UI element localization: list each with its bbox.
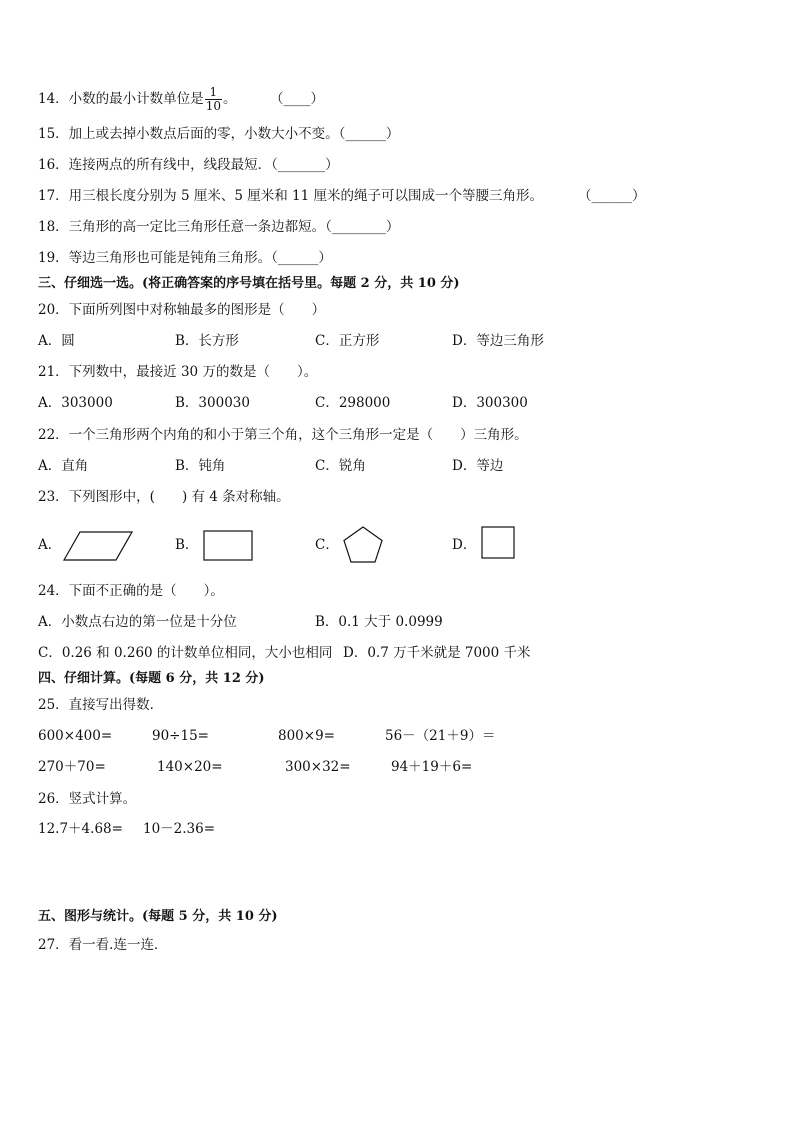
vertical-calc-item: 10－2.36= bbox=[143, 821, 216, 837]
calc-item: 56－（21＋9）＝ bbox=[385, 728, 496, 744]
question-15: 15．加上或去掉小数点后面的零，小数大小不变。（______） bbox=[38, 126, 400, 142]
question-23: 23．下列图形中，( ) 有 4 条对称轴。 bbox=[38, 489, 290, 505]
section-5-heading: 五、图形与统计。(每题 5 分，共 10 分) bbox=[38, 909, 278, 924]
calc-item: 90÷15= bbox=[152, 728, 209, 744]
calc-item: 270＋70= bbox=[38, 759, 106, 775]
fraction-denominator: 10 bbox=[205, 99, 221, 113]
question-22-option-a[interactable]: A．直角 bbox=[38, 458, 89, 474]
question-26: 26．竖式计算。 bbox=[38, 791, 137, 807]
question-22-option-c[interactable]: C．锐角 bbox=[315, 458, 366, 474]
section-4-heading: 四、仔细计算。(每题 6 分，共 12 分) bbox=[38, 671, 265, 686]
question-14-answer-bracket[interactable]: （____） bbox=[270, 91, 324, 107]
question-24: 24．下面不正确的是（ ）。 bbox=[38, 583, 224, 599]
question-22-option-b[interactable]: B．钝角 bbox=[175, 458, 226, 474]
question-21: 21．下列数中，最接近 30 万的数是（ ）。 bbox=[38, 364, 318, 380]
question-14 bbox=[38, 86, 236, 113]
question-21-option-b[interactable]: B．300030 bbox=[175, 395, 250, 411]
question-17: 17．用三根长度分别为 5 厘米、5 厘米和 11 厘米的绳子可以围成一个等腰三角形。 bbox=[38, 188, 543, 204]
question-14-period: 。 bbox=[222, 91, 237, 107]
question-20-option-b[interactable]: B．长方形 bbox=[175, 333, 239, 349]
fraction-one-tenth bbox=[205, 86, 222, 113]
question-24-option-c[interactable]: C．0.26 和 0.260 的计数单位相同，大小也相同 bbox=[38, 645, 333, 661]
question-21-option-c[interactable]: C．298000 bbox=[315, 395, 391, 411]
question-21-option-a[interactable]: A．303000 bbox=[38, 395, 113, 411]
question-22: 22．一个三角形两个内角的和小于第三个角，这个三角形一定是（ ）三角形。 bbox=[38, 427, 528, 443]
calc-item: 140×20= bbox=[157, 759, 223, 775]
question-23-option-a[interactable]: A． bbox=[38, 537, 62, 553]
question-18: 18．三角形的高一定比三角形任意一条边都短。（________） bbox=[38, 219, 400, 235]
rectangle-icon bbox=[203, 530, 255, 562]
question-23-option-b[interactable]: B． bbox=[175, 537, 199, 553]
question-20: 20．下面所列图中对称轴最多的图形是（ ） bbox=[38, 302, 326, 318]
question-17-answer-bracket[interactable]: （______） bbox=[578, 188, 646, 204]
question-23-option-d[interactable]: D． bbox=[452, 537, 477, 553]
section-3-heading: 三、仔细选一选。(将正确答案的序号填在括号里。每题 2 分，共 10 分) bbox=[38, 276, 460, 291]
calc-item: 800×9= bbox=[278, 728, 335, 744]
question-20-option-c[interactable]: C．正方形 bbox=[315, 333, 380, 349]
question-14-text: 14．小数的最小计数单位是 bbox=[38, 91, 204, 107]
question-16: 16．连接两点的所有线中，线段最短．（_______） bbox=[38, 157, 339, 173]
question-27: 27．看一看.连一连． bbox=[38, 937, 168, 953]
question-21-option-d[interactable]: D．300300 bbox=[452, 395, 528, 411]
square-icon bbox=[481, 526, 517, 560]
question-20-option-d[interactable]: D．等边三角形 bbox=[452, 333, 544, 349]
fraction-numerator: 1 bbox=[205, 86, 222, 100]
question-20-option-a[interactable]: A．圆 bbox=[38, 333, 75, 349]
pentagon-icon bbox=[341, 525, 385, 565]
calc-item: 94＋19＋6= bbox=[391, 759, 473, 775]
question-19: 19．等边三角形也可能是钝角三角形。（______） bbox=[38, 250, 332, 266]
vertical-calc-item: 12.7＋4.68= bbox=[38, 821, 123, 837]
question-24-option-a[interactable]: A．小数点右边的第一位是十分位 bbox=[38, 614, 237, 630]
question-22-option-d[interactable]: D．等边 bbox=[452, 458, 504, 474]
question-23-option-c[interactable]: C． bbox=[315, 537, 339, 553]
calc-item: 600×400= bbox=[38, 728, 113, 744]
parallelogram-icon bbox=[62, 530, 134, 562]
question-24-option-d[interactable]: D．0.7 万千米就是 7000 千米 bbox=[343, 645, 531, 661]
question-25: 25．直接写出得数． bbox=[38, 697, 164, 713]
calc-item: 300×32= bbox=[285, 759, 351, 775]
question-24-option-b[interactable]: B．0.1 大于 0.0999 bbox=[315, 614, 443, 630]
